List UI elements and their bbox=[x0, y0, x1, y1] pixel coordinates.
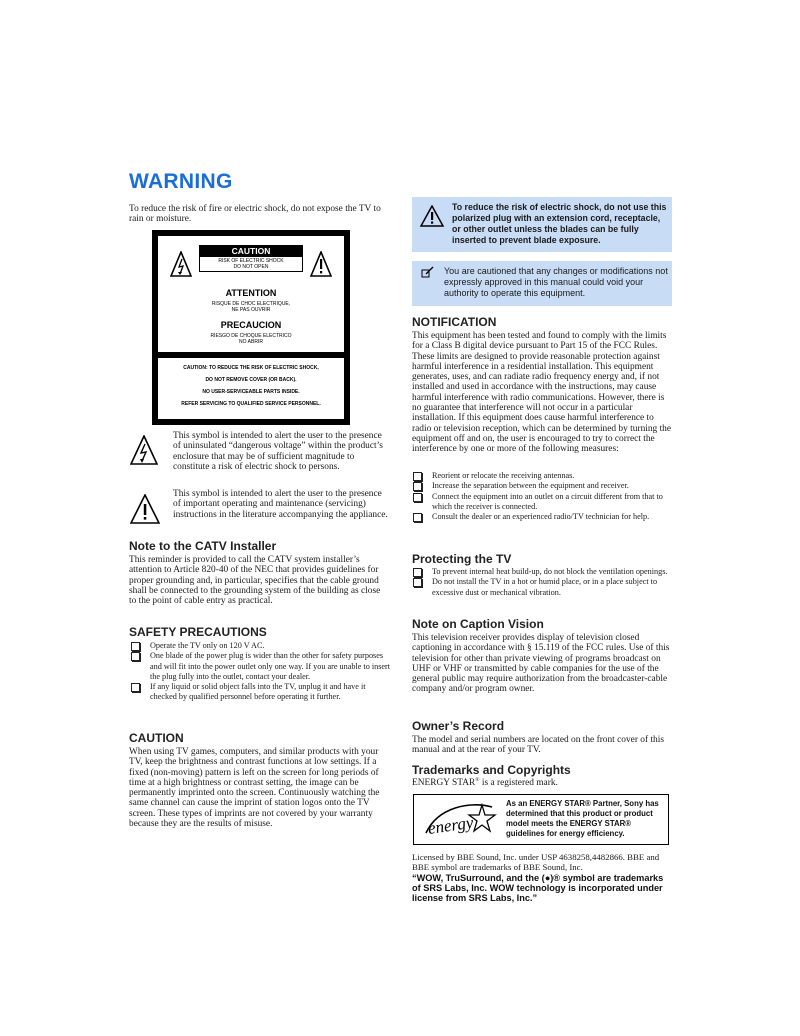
label-bottom-line-3: NO USER-SERVICEABLE PARTS INSIDE. bbox=[202, 389, 300, 395]
energy-star-box bbox=[413, 794, 669, 845]
checkbox-bullet-icon bbox=[131, 652, 140, 661]
precaucion-sub: RIESGO DE CHOQUE ELECTRICO NO ABRIR bbox=[210, 333, 292, 345]
protecting-heading: Protecting the TV bbox=[412, 552, 512, 566]
modifications-text: You are cautioned that any changes or modifications not expressly approved in this manual could void your authority to operate this equipment. bbox=[444, 266, 668, 298]
note-pencil-icon bbox=[421, 266, 435, 278]
checkbox-bullet-icon bbox=[131, 683, 140, 692]
intro-text: To reduce the risk of fire or electric shock, do not expose the TV to rain or moisture. bbox=[129, 204, 381, 225]
notification-body: This equipment has been tested and found to comply with the limits for a Class B digital device pursuant to Part 15 of the FCC Rules. These limits are designed to provide reasonable protection against harmful interference in a residential installation. This equipment generates, uses, and can radiate radio frequency energy and, if not installed and used in accordance with the instructions, may cause harmful interference with radio communications. However, there is no guarantee that interference will not occur in a particular installation. If this equipment does cause harmful interference to radio or television reception, which can be determined by turning the equipment off and on, the user is encouraged to try to correct the interference by one or more of the following measures: bbox=[412, 331, 672, 455]
lightning-triangle-icon bbox=[170, 251, 192, 277]
owners-record-heading: Owner’s Record bbox=[412, 719, 505, 733]
checkbox-bullet-icon bbox=[413, 493, 422, 502]
exclamation-symbol-note: This symbol is intended to alert the user to the presence of important operating and maintenance (servicing) instructions in the literature accompanying the appliance. bbox=[173, 489, 388, 520]
list-item: Connect the equipment into an outlet on a circuit different from that to which the receiver is connected. bbox=[413, 492, 673, 513]
attention-sub: RISQUE DE CHOC ELECTRIQUE, NE PAS OUVRIR bbox=[211, 301, 291, 313]
catv-body: This reminder is provided to call the CATV system installer’s attention to Article 820-40 of the NEC that provides guidelines for proper grounding and, in particular, specifies that the cable ground shall be connected to the grounding system of the building as close to the point of cable entry as practical. bbox=[129, 555, 381, 607]
safety-heading: SAFETY PRECAUTIONS bbox=[129, 625, 267, 639]
protecting-list bbox=[413, 567, 673, 598]
notification-list bbox=[413, 471, 673, 522]
checkbox-bullet-icon bbox=[413, 482, 422, 491]
list-item: Operate the TV only on 120 V AC. bbox=[131, 641, 391, 651]
list-item: If any liquid or solid object falls into the TV, unplug it and have it checked by qualified personnel before operating it further. bbox=[131, 682, 391, 703]
caution-band: CAUTION bbox=[200, 246, 302, 257]
checkbox-bullet-icon bbox=[413, 568, 422, 577]
caution-heading: CAUTION bbox=[129, 731, 184, 745]
warning-triangle-icon bbox=[420, 205, 444, 227]
checkbox-bullet-icon bbox=[413, 578, 422, 587]
caption-vision-body: This television receiver provides display of television closed captioning in accordance with § 15.119 of the FCC rules. Use of this television for other than private viewing of programs broadcast on UHF or VHF or transmitted by cable companies for the use of the general public may require authorization from the broadcaster-cable company and/or program owner. bbox=[412, 633, 670, 695]
safety-list bbox=[131, 641, 391, 703]
checkbox-bullet-icon bbox=[413, 513, 422, 522]
owners-record-body: The model and serial numbers are located on the front cover of this manual and at the rear of your TV. bbox=[412, 735, 664, 756]
caution-sub: RISK OF ELECTRIC SHOCK DO NOT OPEN bbox=[218, 258, 284, 270]
srs-trademark: “WOW, TruSurround, and the (●)® symbol are trademarks of SRS Labs, Inc. WOW technology is incorporated under license from SRS Labs, Inc.” bbox=[412, 873, 664, 903]
caution-label bbox=[152, 230, 350, 425]
list-item: To prevent internal heat build-up, do not block the ventilation openings. bbox=[413, 567, 673, 577]
list-item: Consult the dealer or an experienced radio/TV technician for help. bbox=[413, 512, 673, 522]
svg-text:energy: energy bbox=[426, 812, 475, 838]
attention-heading: ATTENTION bbox=[225, 288, 277, 298]
bbe-license: Licensed by BBE Sound, Inc. under USP 4638258,4482866. BBE and BBE symbol are trademarks of BBE Sound, Inc. bbox=[412, 852, 660, 873]
energy-star-logo bbox=[420, 799, 498, 841]
modifications-notice bbox=[412, 261, 672, 306]
label-bottom-line-4: REFER SERVICING TO QUALIFIED SERVICE PERSONNEL. bbox=[181, 401, 321, 407]
checkbox-bullet-icon bbox=[131, 642, 140, 651]
label-bottom-line-1: CAUTION: TO REDUCE THE RISK OF ELECTRIC SHOCK, bbox=[183, 365, 319, 371]
list-item: Increase the separation between the equipment and receiver. bbox=[413, 481, 673, 491]
page-title: WARNING bbox=[129, 170, 233, 193]
precaucion-heading: PRECAUCION bbox=[220, 320, 282, 330]
list-item: Reorient or relocate the receiving antennas. bbox=[413, 471, 673, 481]
exclamation-triangle-icon bbox=[310, 251, 332, 277]
list-item: Do not install the TV in a hot or humid place, or in a place subject to excessive dust or mechanical vibration. bbox=[413, 577, 673, 598]
lightning-symbol-note: This symbol is intended to alert the user to the presence of uninsulated “dangerous voltage” within the product’s enclosure that may be of sufficient magnitude to constitute a risk of electric shock to persons. bbox=[173, 431, 383, 472]
lightning-symbol-icon bbox=[130, 435, 158, 465]
energy-star-line: ENERGY STAR® is a registered mark. bbox=[412, 776, 558, 788]
list-item: One blade of the power plug is wider than the other for safety purposes and will fit into the power outlet only one way. If you are unable to insert the plug fully into the outlet, contact your dealer. bbox=[131, 651, 391, 682]
checkbox-bullet-icon bbox=[413, 472, 422, 481]
catv-heading: Note to the CATV Installer bbox=[129, 539, 277, 553]
energy-star-text: As an ENERGY STAR® Partner, Sony has determined that this product or product model meets the ENERGY STAR® guidelines for energy efficiency. bbox=[506, 799, 659, 838]
polarized-plug-notice bbox=[412, 197, 672, 252]
caution-body: When using TV games, computers, and similar products with your TV, keep the brightness and contrast functions at low settings. If a fixed (non-moving) pattern is left on the screen for long periods of time at a high brightness or contrast setting, the image can be permanently imprinted onto the screen. Continuously watching the same channel can cause the imprint of station logos onto the TV screen. These types of imprints are not covered by your warranty because they are the results of misuse. bbox=[129, 747, 380, 830]
exclamation-symbol-icon bbox=[130, 494, 160, 524]
label-bottom-line-2: DO NOT REMOVE COVER (OR BACK). bbox=[205, 377, 297, 383]
polarized-plug-text: To reduce the risk of electric shock, do not use this polarized plug with an extension cord, receptacle, or other outlet unless the blades can be fully inserted to prevent blade exposure. bbox=[452, 202, 667, 245]
trademarks-heading: Trademarks and Copyrights bbox=[412, 763, 571, 777]
caption-vision-heading: Note on Caption Vision bbox=[412, 617, 544, 631]
notification-heading: NOTIFICATION bbox=[412, 315, 497, 329]
